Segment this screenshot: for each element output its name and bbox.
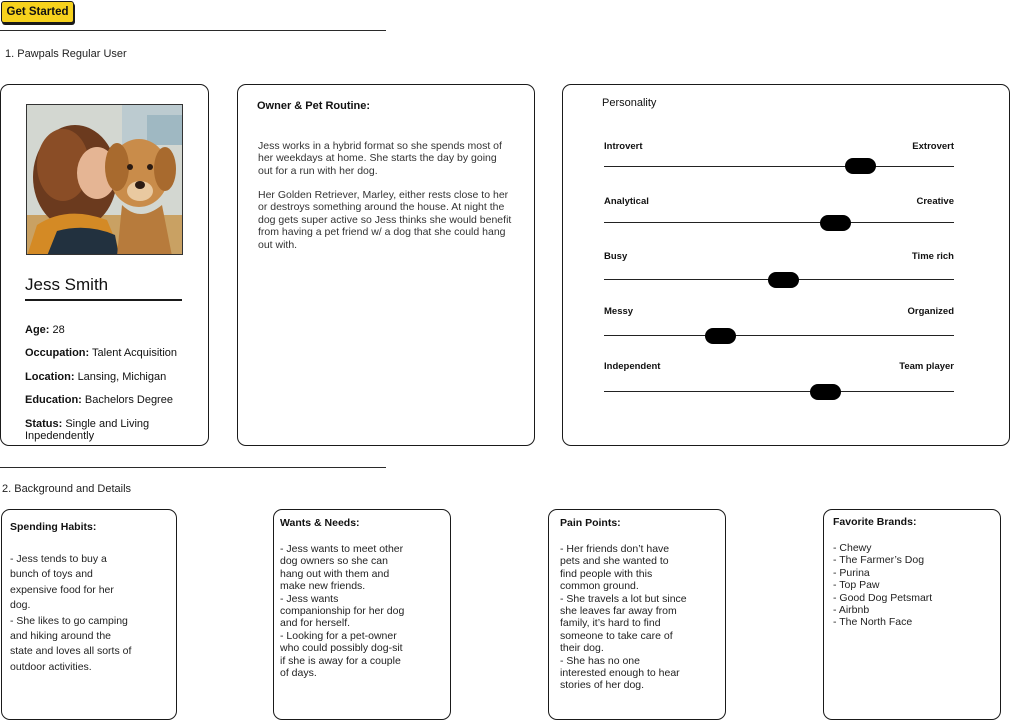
favorite-brands-text bbox=[833, 542, 993, 629]
spending-habits-body: - Jess tends to buy a bunch of toys and expensive food for her dog. - She likes to go camping and hiking around the state and loves all sorts of outdoor activities. bbox=[10, 553, 132, 673]
status-label: Status: bbox=[25, 418, 63, 430]
education-label: Education: bbox=[25, 394, 82, 406]
trait-left-label: Independent bbox=[604, 361, 661, 372]
section-2-label: 2. Background and Details bbox=[2, 483, 132, 495]
age-label: Age: bbox=[25, 324, 50, 336]
occupation-field bbox=[25, 347, 190, 359]
trait-slider-knob[interactable] bbox=[768, 272, 799, 288]
pain-points-title: Pain Points: bbox=[560, 517, 621, 529]
status-field bbox=[25, 418, 175, 442]
profile-photo bbox=[26, 104, 183, 255]
education-field bbox=[25, 394, 190, 406]
spending-habits-title: Spending Habits: bbox=[10, 521, 97, 533]
name-underline bbox=[25, 299, 182, 301]
favorite-brands-title: Favorite Brands: bbox=[833, 516, 917, 528]
occupation-value: Talent Acquisition bbox=[92, 347, 178, 359]
spending-habits-text bbox=[10, 552, 172, 675]
trait-right-label: Time rich bbox=[911, 251, 954, 262]
trait-left-label: Busy bbox=[604, 251, 628, 262]
section-1-label: 1. Pawpals Regular User bbox=[5, 48, 127, 60]
trait-slider-knob[interactable] bbox=[820, 215, 851, 231]
location-value: Lansing, Michigan bbox=[77, 371, 167, 383]
personality-title: Personality bbox=[602, 97, 657, 109]
wants-needs-title: Wants & Needs: bbox=[280, 517, 360, 529]
get-started-button[interactable]: Get Started bbox=[1, 1, 74, 23]
pain-points-body: - Her friends don’t have pets and she wanted to find people with this common ground. - She travels a lot but since she leaves far away from family, it’s hard to find someone to take care of their dog. - She has no one interested enough to hear stories of her dog. bbox=[560, 543, 687, 692]
section-divider bbox=[0, 467, 386, 468]
trait-right-label: Creative bbox=[916, 196, 954, 207]
trait-slider-track bbox=[604, 222, 954, 223]
location-label: Location: bbox=[25, 371, 75, 383]
woman-with-dog-image bbox=[27, 105, 183, 255]
trait-right-label: Team player bbox=[899, 361, 954, 372]
education-value: Bachelors Degree bbox=[84, 394, 173, 406]
trait-slider-knob[interactable] bbox=[705, 328, 736, 344]
wants-needs-text bbox=[280, 543, 448, 679]
routine-card bbox=[237, 84, 535, 446]
trait-slider-knob[interactable] bbox=[810, 384, 841, 400]
trait-right-label: Organized bbox=[907, 306, 954, 317]
trait-right-label: Extrovert bbox=[912, 141, 954, 152]
wants-needs-body: - Jess wants to meet other dog owners so she can hang out with them and make new friends. - Jess wants companionship for her dog and for herself. - Looking for a pet-owner who could possibly dog-sit if she is away for a couple of days. bbox=[280, 543, 405, 680]
section-divider bbox=[0, 30, 386, 31]
trait-left-label: Messy bbox=[604, 306, 634, 317]
age-value: 28 bbox=[52, 324, 65, 336]
status-value: Single and Living Inpedendently bbox=[25, 418, 150, 442]
location-field bbox=[25, 371, 190, 383]
occupation-label: Occupation: bbox=[25, 347, 90, 359]
persona-name: Jess Smith bbox=[25, 275, 109, 294]
routine-title: Owner & Pet Routine: bbox=[257, 100, 371, 112]
routine-paragraph-1: Jess works in a hybrid format so she spends most of her weekdays at home. She starts the day by going out for a run with her dog. bbox=[258, 140, 502, 177]
trait-left-label: Introvert bbox=[604, 141, 643, 152]
favorite-brands-body: - Chewy - The Farmer’s Dog - Purina - Top Paw - Good Dog Petsmart - Airbnb - The North Face bbox=[833, 542, 933, 629]
trait-slider-track bbox=[604, 335, 954, 336]
pain-points-text bbox=[560, 543, 724, 692]
trait-slider-track bbox=[604, 391, 954, 392]
trait-left-label: Analytical bbox=[604, 196, 649, 207]
age-field bbox=[25, 324, 190, 336]
trait-slider-track bbox=[604, 166, 954, 167]
trait-slider-knob[interactable] bbox=[845, 158, 876, 174]
routine-paragraph-2: Her Golden Retriever, Marley, either rests close to her or destroys something around the house. At night the dog gets super active so Jess thinks she would benefit from having a pet friend w/ a dog that she could hang out with. bbox=[258, 189, 512, 251]
